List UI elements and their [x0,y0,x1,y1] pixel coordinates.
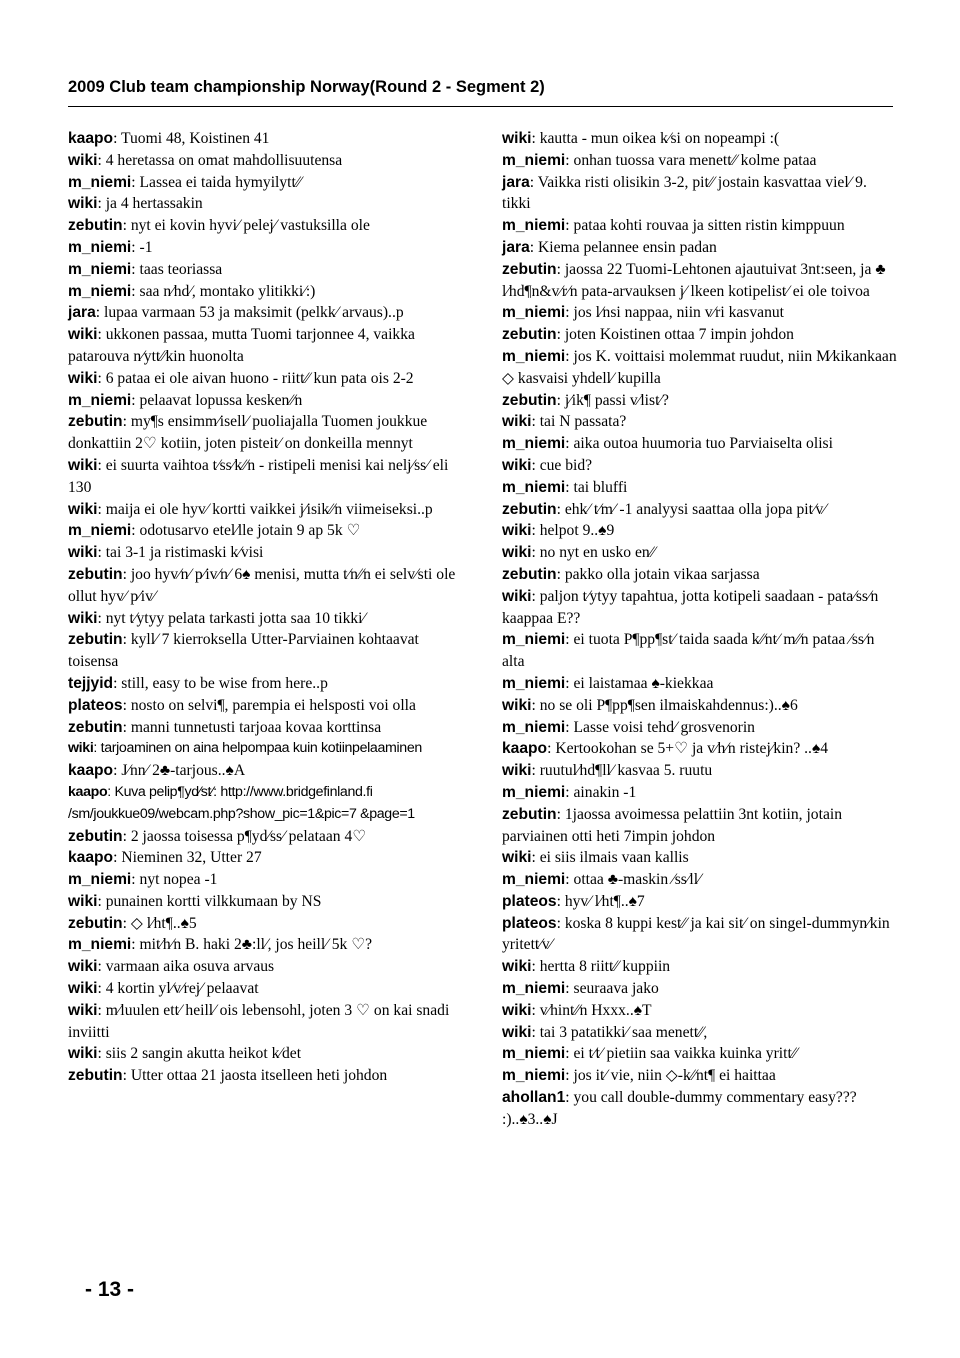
chat-message: wiki: no nyt en usko en⁄⁄ [502,544,655,562]
chat-message: zebutin: ◇ l⁄ht¶..♠5 [68,914,197,932]
chat-text: 1jaossa avoimessa pelattiin 3nt kotiin, jotain parviainen otti heti 7impin johdon [502,805,842,845]
chat-text: aika outoa huumoria tuo Parviaiselta olisi [573,435,833,453]
chat-message: kaapo: Nieminen 32, Utter 27 [68,849,262,867]
chat-nick: wiki [68,609,98,627]
chat-text: helpot 9..♠9 [539,522,615,540]
chat-text: maija ei ole hyv⁄ kortti vaikkei j⁄isik⁄⁄n viimeiseksi..p [105,500,433,518]
chat-message: zebutin: Utter ottaa 21 jaosta itselleen heti johdon [68,1067,388,1085]
chat-column-right [502,128,897,1131]
chat-message: wiki: varmaan aika osuva arvaus [68,958,275,976]
chat-nick: wiki [68,958,98,976]
chat-nick: m_niemi [502,304,566,322]
chat-message: m_niemi: odotusarvo etel⁄lle jotain 9 ap 5k ♡ [68,522,361,540]
chat-text: 4 heretassa on omat mahdollisuutensa [105,151,343,169]
chat-nick: zebutin [68,718,123,736]
chat-nick: ahollan1 [502,1089,566,1107]
chat-text: Lasse voisi tehd⁄ grosvenorin [573,718,755,736]
chat-text: nyt ei kovin hyvi⁄ pelej⁄ vastuksilla ole [130,217,370,235]
chat-message: m_niemi: Lasse voisi tehd⁄ grosvenorin [502,718,755,736]
chat-nick: wiki [502,587,532,605]
chat-nick: m_niemi [502,631,566,649]
chat-message: m_niemi: onhan tuossa vara menett⁄⁄ kolme pataa [502,151,817,169]
chat-message: ahollan1: you call double-dummy commentary easy??? :)..♠3..♠J [502,1089,857,1128]
chat-text: pataa kohti rouvaa ja sitten ristin kimppuun [573,217,845,235]
chat-text: joten Koistinen ottaa 7 impin johdon [564,326,794,344]
chat-nick: wiki [68,500,98,518]
chat-nick: plateos [502,914,557,932]
chat-nick: jara [502,238,530,256]
chat-message: jara: Kiema pelannee ensin padan [502,238,717,256]
chat-nick: kaapo [68,783,108,800]
chat-message: wiki: ja 4 hertassakin [68,195,203,213]
page-header: 2009 Club team championship Norway(Round 2 - Segment 2) [68,78,545,96]
chat-text: punainen kortti vilkkumaan by NS [105,892,322,910]
chat-message: m_niemi: pelaavat lopussa kesken⁄⁄n [68,391,303,409]
chat-message: m_niemi: ei t⁄t⁄ pietiin saa vaikka kuinka yritt⁄⁄ [502,1045,797,1063]
chat-text: 4 kortin yl⁄v⁄rej⁄ pelaavat [105,980,259,998]
chat-nick: jara [502,173,530,191]
chat-nick: wiki [68,151,98,169]
chat-text: nosto on selvi¶, parempia ei helsposti voi olla [130,696,416,714]
chat-message: kaapo: J⁄nn⁄ 2♣-tarjous..♠A [68,762,246,780]
chat-message: wiki: 4 heretassa on omat mahdollisuutensa [68,151,343,169]
chat-nick: wiki [502,696,532,714]
chat-message: wiki: tai 3-1 ja ristimaski k⁄visi [68,544,264,562]
chat-text: seuraava jako [573,980,659,998]
chat-message: m_niemi: ainakin -1 [502,783,637,801]
chat-nick: tejjyid [68,674,114,692]
chat-nick: wiki [502,456,532,474]
chat-text: taas teoriassa [139,260,223,278]
chat-nick: m_niemi [68,936,132,954]
chat-message: wiki: 4 kortin yl⁄v⁄rej⁄ pelaavat [68,980,259,998]
chat-message: wiki: tarjoaminen on aina helpompaa kuin kotiinpelaaminen [68,740,422,757]
chat-text: Tuomi 48, Koistinen 41 [121,130,270,147]
chat-nick: wiki [502,1001,532,1019]
chat-nick: zebutin [68,565,123,583]
chat-text: jos l⁄nsi nappaa, niin v⁄ri kasvanut [573,304,785,322]
chat-message: m_niemi: -1 [68,238,153,256]
chat-text: Utter ottaa 21 jaosta itselleen heti johdon [130,1067,388,1085]
chat-message: wiki: ei suurta vaihtoa t⁄ss⁄k⁄⁄n - ristipeli menisi kai nelj⁄ss⁄ eli 130 [68,456,449,496]
chat-nick: wiki [68,740,94,757]
chat-text: ei tuota P¶pp¶st⁄ taida saada k⁄⁄nt⁄ m⁄⁄n pataa ⁄ss⁄n alta [502,631,875,671]
chat-nick: m_niemi [502,783,566,801]
chat-nick: m_niemi [502,478,566,496]
chat-nick: m_niemi [502,980,566,998]
chat-nick: jara [68,304,96,322]
chat-text: ruutul⁄hd¶ll⁄ kasvaa 5. ruutu [539,762,713,780]
chat-text: hyv⁄ l⁄ht¶..♠7 [564,892,645,910]
chat-nick: m_niemi [68,391,132,409]
chat-text: v⁄hint⁄⁄n Hxxx..♠T [539,1001,652,1019]
chat-message: m_niemi: jos it⁄ vie, niin ◇-k⁄⁄nt¶ ei haittaa [502,1067,776,1085]
chat-text: saa n⁄hd⁄, montako ylitikki⁄:) [139,282,316,300]
chat-text: nyt t⁄ytyy pelata tarkasti jotta saa 10 tikki⁄ [105,609,366,627]
chat-nick: wiki [502,849,532,867]
chat-text: ehk⁄ t⁄m⁄ -1 analyysi saattaa olla jopa pit⁄v⁄ [564,500,826,518]
chat-nick: m_niemi [68,871,132,889]
chat-message: kaapo: Tuomi 48, Koistinen 41 [68,130,270,147]
chat-text: Kiema pelannee ensin padan [537,238,717,256]
chat-nick: zebutin [502,565,557,583]
chat-text: pelaavat lopussa kesken⁄⁄n [139,391,303,409]
chat-message: m_niemi: taas teoriassa [68,260,223,278]
chat-message: m_niemi: aika outoa huumoria tuo Parviaiselta olisi [502,435,833,453]
chat-text: ottaa ♣-maskin ⁄ss⁄ll⁄ [573,871,701,889]
chat-message: wiki: v⁄hint⁄⁄n Hxxx..♠T [502,1001,652,1019]
chat-text: 2 jaossa toisessa p¶yd⁄ss⁄ pelataan 4♡ [130,827,367,845]
chat-message: wiki: hertta 8 riitt⁄⁄ kuppiin [502,958,671,976]
chat-nick: zebutin [68,914,123,932]
chat-nick: wiki [68,1001,98,1019]
chat-nick: wiki [68,195,98,213]
chat-text: ukkonen passaa, mutta Tuomi tarjonnee 4, vaikka patarouva n⁄ytt⁄⁄kin huonolta [68,326,415,365]
chat-message: wiki: nyt t⁄ytyy pelata tarkasti jotta saa 10 tikki⁄ [68,609,366,627]
chat-text: ainakin -1 [573,783,637,801]
chat-nick: zebutin [68,827,123,845]
chat-nick: wiki [68,456,98,474]
chat-text: no se oli P¶pp¶sen ilmaiskahdennus:)..♠6 [539,696,798,714]
chat-text: 6 pataa ei ole aivan huono - riitt⁄⁄ kun pata ois 2-2 [105,369,414,387]
chat-message: wiki: 6 pataa ei ole aivan huono - riitt⁄⁄ kun pata ois 2-2 [68,369,414,387]
chat-text: j⁄ik¶ passi v⁄list⁄? [564,391,669,409]
chat-message: m_niemi: ottaa ♣-maskin ⁄ss⁄ll⁄ [502,871,701,889]
chat-text: odotusarvo etel⁄lle jotain 9 ap 5k ♡ [139,522,361,540]
chat-text: paljon t⁄ytyy tapahtua, jotta kotipeli saadaan - pata⁄ss⁄n kaappaa E?? [502,587,879,627]
chat-nick: zebutin [68,413,123,431]
chat-nick: zebutin [68,217,123,235]
chat-message: wiki: ukkonen passaa, mutta Tuomi tarjonnee 4, vaikka patarouva n⁄ytt⁄⁄kin huonolta [68,326,415,365]
chat-text: tai bluffi [573,478,628,496]
chat-message: m_niemi: pataa kohti rouvaa ja sitten ristin kimppuun [502,217,845,235]
chat-nick: kaapo [68,762,114,780]
chat-nick: m_niemi [502,718,566,736]
chat-nick: zebutin [68,631,123,649]
chat-message: tejjyid: still, easy to be wise from here..p [68,674,328,692]
chat-message: zebutin: pakko olla jotain vikaa sarjassa [502,565,760,583]
chat-message: zebutin: joten Koistinen ottaa 7 impin johdon [502,326,794,344]
chat-message: plateos: nosto on selvi¶, parempia ei helsposti voi olla [68,696,416,714]
chat-text: siis 2 sangin akutta heikot k⁄det [105,1045,302,1063]
chat-message: kaapo: Kertookohan se 5+♡ ja v⁄h⁄n ristej⁄kin? ..♠4 [502,740,829,758]
chat-text: Kertookohan se 5+♡ ja v⁄h⁄n ristej⁄kin? ..♠4 [555,740,829,758]
chat-text: my¶s ensimm⁄isell⁄ puoliajalla Tuomen joukkue donkattiin 2♡ kotiin, joten pisteit⁄ on donkeilla mennyt [68,413,428,453]
chat-text: jos K. voittaisi molemmat ruudut, niin M⁄kikankaan ◇ kasvaisi yhdell⁄ kupilla [502,347,897,387]
chat-nick: m_niemi [502,674,566,692]
chat-text: pakko olla jotain vikaa sarjassa [564,565,760,583]
chat-message: wiki: paljon t⁄ytyy tapahtua, jotta kotipeli saadaan - pata⁄ss⁄n kaappaa E?? [502,587,879,627]
chat-message: m_niemi: jos K. voittaisi molemmat ruudut, niin M⁄kikankaan ◇ kasvaisi yhdell⁄ kupilla [502,347,897,387]
chat-message: wiki: cue bid? [502,456,593,474]
chat-nick: wiki [502,762,532,780]
chat-nick: wiki [68,544,98,562]
chat-message: wiki: ei siis ilmais vaan kallis [502,849,689,867]
chat-text: Vaikka risti olisikin 3-2, pit⁄⁄ jostain kasvattaa viel⁄ 9. tikki [502,173,867,213]
chat-text: ei laistamaa ♠-kiekkaa [573,674,714,692]
chat-message: wiki: tai N passata? [502,413,627,431]
chat-text: tai 3-1 ja ristimaski k⁄visi [105,544,264,562]
chat-message: wiki: punainen kortti vilkkumaan by NS [68,892,322,910]
chat-text: ja 4 hertassakin [105,195,203,213]
chat-message: zebutin: kyll⁄ 7 kierroksella Utter-Parviainen kohtaavat toisensa [68,631,419,671]
chat-message: m_niemi: mit⁄h⁄n B. haki 2♣:ll⁄, jos heill⁄ 5k ♡? [68,936,373,954]
chat-text: Kuva pelip¶yd⁄st⁄: http://www.bridgefinland.fi /sm/joukkue09/webcam.php?show_pic=1&pic=7 &page=1 [68,783,415,822]
chat-nick: wiki [68,892,98,910]
chat-message: m_niemi: Lassea ei taida hymyilytt⁄⁄ [68,173,302,191]
chat-nick: wiki [502,544,532,562]
chat-message: wiki: siis 2 sangin akutta heikot k⁄det [68,1045,302,1063]
chat-message: zebutin: 2 jaossa toisessa p¶yd⁄ss⁄ pelataan 4♡ [68,827,367,845]
chat-nick: wiki [68,1045,98,1063]
chat-text: kautta - mun oikea k⁄si on nopeampi :( [539,130,780,147]
chat-nick: plateos [68,696,123,714]
chat-text: nyt nopea -1 [139,871,218,889]
chat-text: ◇ l⁄ht¶..♠5 [130,914,197,932]
chat-message: m_niemi: ei tuota P¶pp¶st⁄ taida saada k⁄⁄nt⁄ m⁄⁄n pataa ⁄ss⁄n alta [502,631,875,671]
chat-nick: wiki [502,1023,532,1041]
chat-nick: wiki [502,413,532,431]
chat-text: ei siis ilmais vaan kallis [539,849,689,867]
chat-text: -1 [139,238,153,256]
chat-text: kyll⁄ 7 kierroksella Utter-Parviainen kohtaavat toisensa [68,631,419,671]
chat-nick: m_niemi [502,217,566,235]
chat-message: wiki: no se oli P¶pp¶sen ilmaiskahdennus:)..♠6 [502,696,798,714]
chat-message: jara: lupaa varmaan 53 ja maksimit (pelkk⁄ arvaus)..p [68,304,404,322]
chat-nick: zebutin [68,1067,123,1085]
chat-text: tai N passata? [539,413,627,431]
chat-nick: zebutin [502,326,557,344]
chat-nick: plateos [502,892,557,910]
chat-message: wiki: m⁄luulen ett⁄ heill⁄ ois lebensohl, joten 3 ♡ on kai snadi inviitti [68,1001,450,1041]
chat-message: m_niemi: jos l⁄nsi nappaa, niin v⁄ri kasvanut [502,304,785,322]
chat-nick: wiki [502,958,532,976]
chat-message: m_niemi: seuraava jako [502,980,659,998]
chat-text: still, easy to be wise from here..p [121,674,328,692]
chat-nick: m_niemi [68,173,132,191]
chat-nick: m_niemi [502,871,566,889]
chat-message: zebutin: joo hyv⁄n⁄ p⁄iv⁄n⁄ 6♠ menisi, mutta t⁄n⁄⁄n ei selv⁄sti ole ollut hyv⁄ p⁄iv⁄ [68,565,456,605]
chat-message: zebutin: manni tunnetusti tarjoaa kovaa korttinsa [68,718,382,736]
chat-message: zebutin: 1jaossa avoimessa pelattiin 3nt kotiin, jotain parviainen otti heti 7impin johdon [502,805,842,845]
header-rule [68,106,893,107]
chat-message: wiki: tai 3 patatikki⁄ saa menett⁄⁄, [502,1023,708,1041]
chat-message: zebutin: nyt ei kovin hyvi⁄ pelej⁄ vastuksilla ole [68,217,370,235]
chat-text: mit⁄h⁄n B. haki 2♣:ll⁄, jos heill⁄ 5k ♡? [139,936,373,954]
chat-nick: zebutin [502,391,557,409]
chat-message: zebutin: jaossa 22 Tuomi-Lehtonen ajautuivat 3nt:seen, ja ♣ l⁄hd¶n&v⁄r⁄n pata-arvauksen j⁄ lkeen kotipelist⁄ ei ole toivoa [502,260,886,300]
chat-nick: m_niemi [68,282,132,300]
chat-message: wiki: ruutul⁄hd¶ll⁄ kasvaa 5. ruutu [502,762,713,780]
page-number: - 13 - [85,1278,135,1301]
chat-message: plateos: koska 8 kuppi kest⁄⁄ ja kai sit⁄ on singel-dummyn⁄kin yritett⁄v⁄ [502,914,890,954]
chat-text: lupaa varmaan 53 ja maksimit (pelkk⁄ arvaus)..p [103,304,404,322]
chat-message: m_niemi: tai bluffi [502,478,628,496]
chat-text: cue bid? [539,456,593,474]
chat-nick: m_niemi [68,522,132,540]
chat-message: zebutin: j⁄ik¶ passi v⁄list⁄? [502,391,669,409]
chat-nick: m_niemi [502,151,566,169]
chat-text: you call double-dummy commentary easy??? :)..♠3..♠J [502,1089,857,1128]
chat-message: wiki: kautta - mun oikea k⁄si on nopeampi :( [502,130,780,147]
chat-message: kaapo: Kuva pelip¶yd⁄st⁄: http://www.bridgefinland.fi /sm/joukkue09/webcam.php?show_pic=1&pic=7 &page=1 [68,783,415,822]
chat-message: m_niemi: saa n⁄hd⁄, montako ylitikki⁄:) [68,282,316,300]
chat-nick: wiki [502,130,532,147]
chat-text: no nyt en usko en⁄⁄ [539,544,655,562]
chat-message: wiki: maija ei ole hyv⁄ kortti vaikkei j⁄isik⁄⁄n viimeiseksi..p [68,500,433,518]
chat-text: koska 8 kuppi kest⁄⁄ ja kai sit⁄ on singel-dummyn⁄kin yritett⁄v⁄ [502,914,890,954]
chat-nick: m_niemi [502,1045,566,1063]
chat-nick: wiki [68,326,98,344]
chat-message: zebutin: my¶s ensimm⁄isell⁄ puoliajalla Tuomen joukkue donkattiin 2♡ kotiin, joten pisteit⁄ on donkeilla mennyt [68,413,428,453]
chat-nick: kaapo [68,130,114,147]
chat-text: J⁄nn⁄ 2♣-tarjous..♠A [121,762,246,780]
chat-nick: wiki [502,522,532,540]
chat-message: m_niemi: nyt nopea -1 [68,871,218,889]
chat-nick: wiki [68,369,98,387]
chat-text: Nieminen 32, Utter 27 [121,849,262,867]
chat-nick: wiki [68,980,98,998]
chat-nick: kaapo [68,849,114,867]
chat-text: manni tunnetusti tarjoaa kovaa korttinsa [130,718,382,736]
chat-text: onhan tuossa vara menett⁄⁄ kolme pataa [573,151,817,169]
chat-text: varmaan aika osuva arvaus [105,958,275,976]
chat-text: ei suurta vaihtoa t⁄ss⁄k⁄⁄n - ristipeli menisi kai nelj⁄ss⁄ eli 130 [68,456,449,496]
chat-message: m_niemi: ei laistamaa ♠-kiekkaa [502,674,714,692]
chat-message: wiki: helpot 9..♠9 [502,522,615,540]
chat-nick: zebutin [502,260,557,278]
chat-nick: zebutin [502,805,557,823]
chat-text: tarjoaminen on aina helpompaa kuin kotiinpelaaminen [100,740,422,757]
chat-message: zebutin: ehk⁄ t⁄m⁄ -1 analyysi saattaa olla jopa pit⁄v⁄ [502,500,826,518]
chat-text: hertta 8 riitt⁄⁄ kuppiin [539,958,671,976]
chat-nick: m_niemi [502,1067,566,1085]
chat-text: jaossa 22 Tuomi-Lehtonen ajautuivat 3nt:seen, ja ♣ l⁄hd¶n&v⁄r⁄n pata-arvauksen j⁄ lkeen kotipelist⁄ ei ole toivoa [502,260,886,300]
chat-nick: zebutin [502,500,557,518]
chat-message: plateos: hyv⁄ l⁄ht¶..♠7 [502,892,645,910]
chat-nick: m_niemi [68,260,132,278]
chat-message: jara: Vaikka risti olisikin 3-2, pit⁄⁄ jostain kasvattaa viel⁄ 9. tikki [502,173,867,213]
chat-text: Lassea ei taida hymyilytt⁄⁄ [139,173,302,191]
chat-text: joo hyv⁄n⁄ p⁄iv⁄n⁄ 6♠ menisi, mutta t⁄n⁄⁄n ei selv⁄sti ole ollut hyv⁄ p⁄iv⁄ [68,565,456,605]
chat-text: jos it⁄ vie, niin ◇-k⁄⁄nt¶ ei haittaa [573,1067,776,1085]
chat-nick: kaapo [502,740,548,758]
chat-nick: m_niemi [502,347,566,365]
chat-nick: m_niemi [502,435,566,453]
chat-text: m⁄luulen ett⁄ heill⁄ ois lebensohl, joten 3 ♡ on kai snadi inviitti [68,1001,450,1041]
chat-column-left [68,128,468,1087]
chat-nick: m_niemi [68,238,132,256]
chat-text: ei t⁄t⁄ pietiin saa vaikka kuinka yritt⁄⁄ [573,1045,797,1063]
chat-text: tai 3 patatikki⁄ saa menett⁄⁄, [539,1023,708,1041]
